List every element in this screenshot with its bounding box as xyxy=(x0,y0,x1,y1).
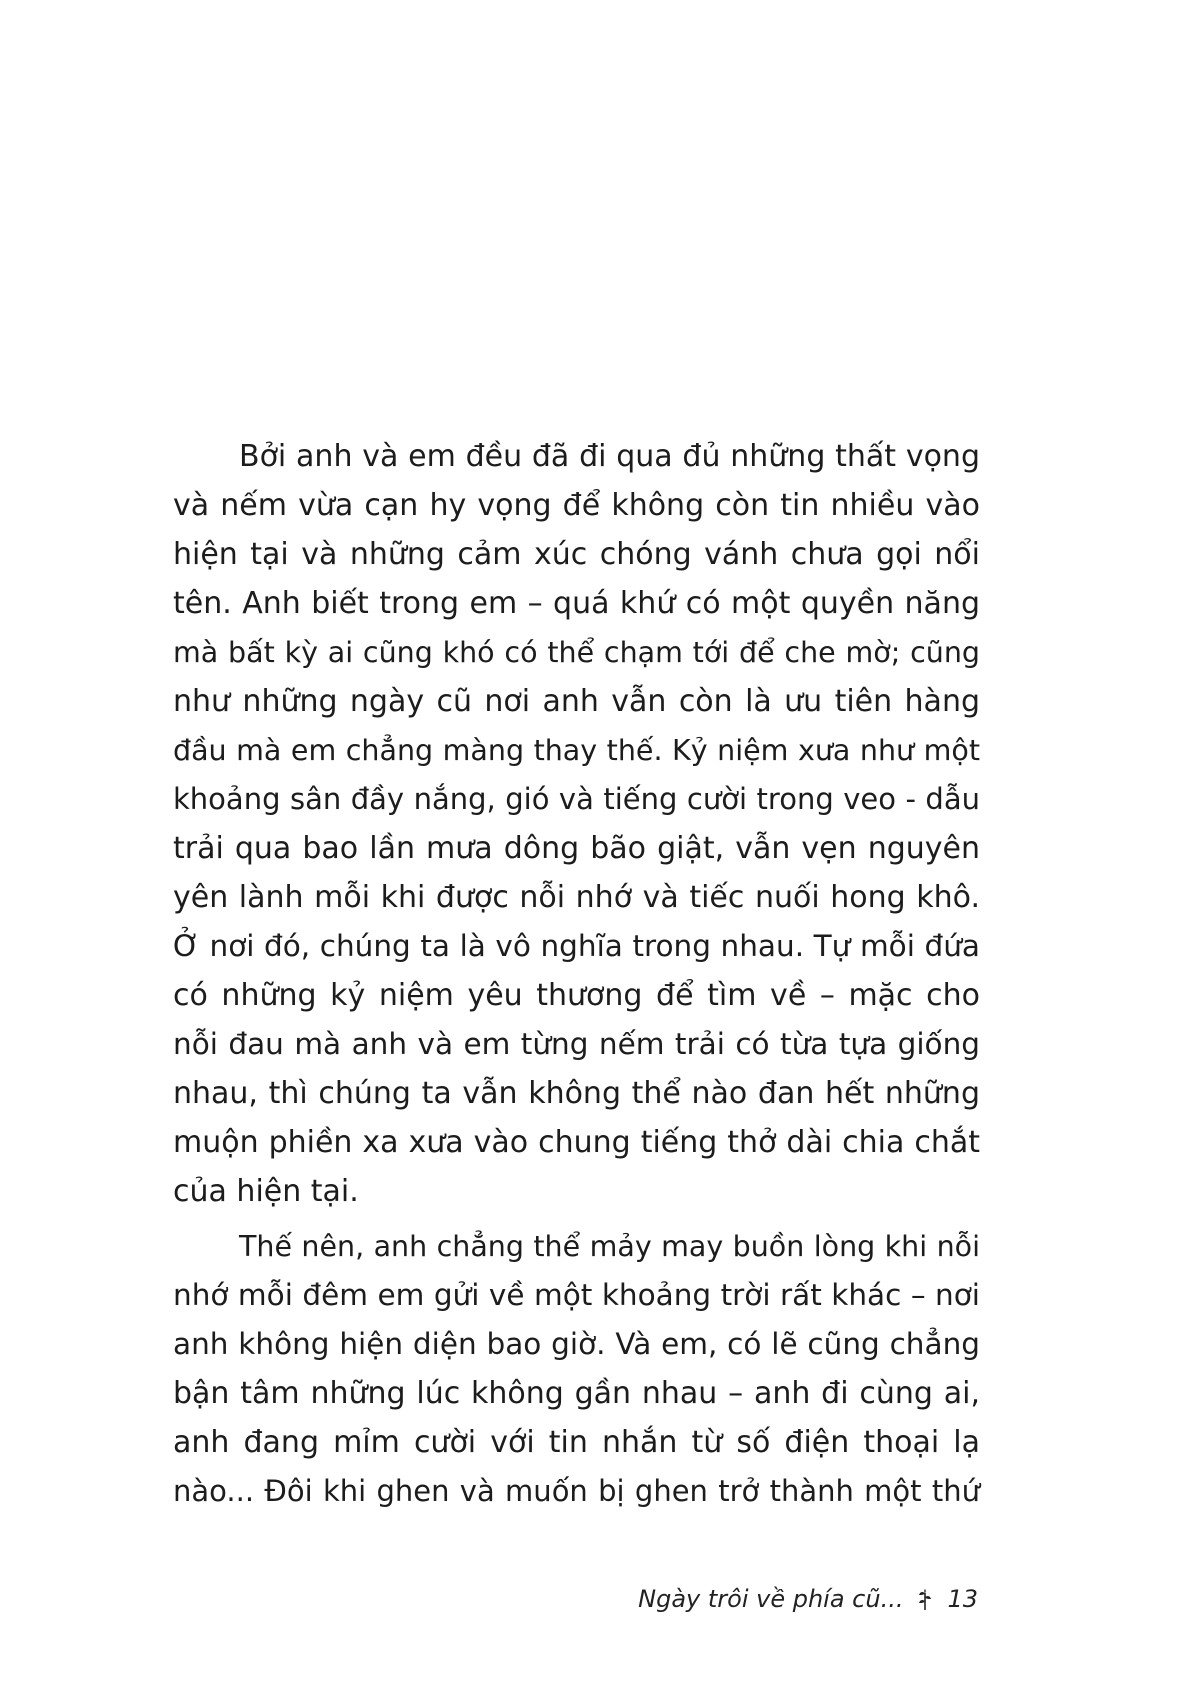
sprig-icon xyxy=(917,1587,933,1611)
text-line: muộn phiền xa xưa vào chung tiếng thở dài chia chắt xyxy=(173,1125,980,1160)
text-line: có những kỷ niệm yêu thương để tìm về – mặc cho xyxy=(173,978,980,1013)
text-line: Bởi anh và em đều đã đi qua đủ những thất vọng xyxy=(239,439,980,474)
text-line: nào... Đôi khi ghen và muốn bị ghen trở thành một thứ xyxy=(173,1474,980,1508)
text-line: nỗi đau mà anh và em từng nếm trải có từa tựa giống xyxy=(173,1027,980,1061)
text-line: khoảng sân đầy nắng, gió và tiếng cười trong veo - dẫu xyxy=(173,782,980,816)
text-line: Thế nên, anh chẳng thể mảy may buồn lòng khi nỗi xyxy=(239,1230,980,1263)
page-number: 13 xyxy=(947,1585,978,1613)
text-line: nhớ mỗi đêm em gửi về một khoảng trời rất khác – nơi xyxy=(173,1278,980,1312)
text-line: anh không hiện diện bao giờ. Và em, có lẽ cũng chẳng xyxy=(173,1327,980,1361)
text-line: hiện tại và những cảm xúc chóng vánh chưa gọi nổi xyxy=(173,537,980,572)
text-line: trải qua bao lần mưa dông bão giật, vẫn vẹn nguyên xyxy=(173,831,980,866)
text-line: đầu mà em chẳng màng thay thế. Kỷ niệm xưa như một xyxy=(173,734,980,767)
text-line: mà bất kỳ ai cũng khó có thể chạm tới để che mờ; cũng xyxy=(173,636,980,669)
text-line: và nếm vừa cạn hy vọng để không còn tin nhiều vào xyxy=(173,488,980,523)
paragraph-2 xyxy=(173,1222,980,1516)
text-line: như những ngày cũ nơi anh vẫn còn là ưu tiên hàng xyxy=(173,684,980,719)
page-footer xyxy=(638,1584,978,1614)
body-text xyxy=(173,432,980,1516)
running-title: Ngày trôi về phía cũ... xyxy=(638,1585,904,1613)
text-line: bận tâm những lúc không gần nhau – anh đi cùng ai, xyxy=(173,1376,980,1411)
text-line: tên. Anh biết trong em – quá khứ có một quyền năng xyxy=(173,586,980,621)
text-line: của hiện tại. xyxy=(173,1174,359,1209)
text-line: yên lành mỗi khi được nỗi nhớ và tiếc nuối hong khô. xyxy=(173,880,980,915)
paragraph-1 xyxy=(173,432,980,1216)
text-line: anh đang mỉm cười với tin nhắn từ số điện thoại lạ xyxy=(173,1425,980,1460)
text-line: Ở nơi đó, chúng ta là vô nghĩa trong nhau. Tự mỗi đứa xyxy=(173,929,980,963)
text-line: nhau, thì chúng ta vẫn không thể nào đan hết những xyxy=(173,1076,980,1111)
